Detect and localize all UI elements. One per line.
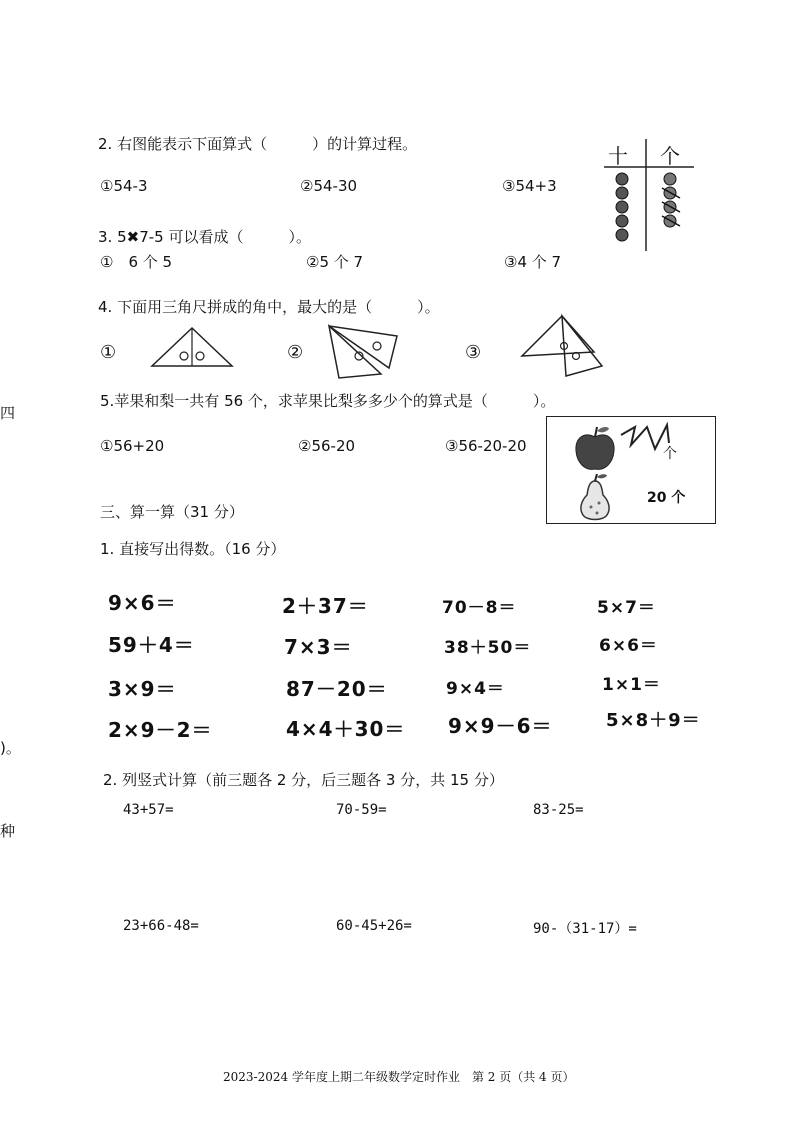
vertical-problem: 70-59= <box>336 802 387 818</box>
tens-bead <box>616 229 628 241</box>
oral-problem: 59＋4＝ <box>108 633 195 657</box>
oral-problem: 2×9－2＝ <box>108 718 213 742</box>
question-5-stem: 5.苹果和梨一共有 56 个，求苹果比梨多多少个的算式是（ ）。 <box>100 392 556 410</box>
part-2-title: 2. 列竖式计算（前三题各 2 分，后三题各 3 分，共 15 分） <box>103 771 504 789</box>
ones-bead <box>664 173 676 185</box>
tens-bead <box>616 201 628 213</box>
abacus-figure <box>600 135 700 255</box>
oral-problem: 7×3＝ <box>284 635 353 659</box>
apple-count-label: 个 <box>663 446 677 462</box>
vertical-problem: 60-45+26= <box>336 918 412 934</box>
oral-problem: 9×4＝ <box>446 679 505 699</box>
question-2-option-1[interactable]: ①54-3 <box>100 177 148 195</box>
question-3-option-3[interactable]: ③4 个 7 <box>504 253 562 271</box>
edge-fragment: 种 <box>0 822 16 840</box>
section-3-title: 三、算一算（31 分） <box>100 503 244 521</box>
edge-fragment: 四 <box>0 404 16 422</box>
oral-problem: 9×6＝ <box>108 591 177 615</box>
question-3-stem: 3. 5✖7-5 可以看成（ ）。 <box>98 228 311 246</box>
question-4-option-2[interactable]: ② <box>287 342 304 363</box>
abacus-tens-header: 十 <box>608 144 628 168</box>
question-3-option-1[interactable]: ① 6 个 5 <box>100 253 173 271</box>
pear-icon <box>575 473 615 523</box>
abacus-ones-beads <box>662 173 680 227</box>
tens-bead <box>616 187 628 199</box>
oral-problem: 6×6＝ <box>599 636 658 656</box>
question-5-option-2[interactable]: ②56-20 <box>298 437 356 455</box>
vertical-problem: 43+57= <box>123 802 174 818</box>
oral-problem: 4×4＋30＝ <box>286 717 406 741</box>
page-footer: 2023-2024 学年度上期二年级数学定时作业 第 2 页（共 4 页） <box>223 1070 575 1084</box>
vertical-problem: 23+66-48= <box>123 918 199 934</box>
question-3-option-2[interactable]: ②5 个 7 <box>306 253 364 271</box>
question-2-stem: 2. 右图能表示下面算式（ ）的计算过程。 <box>98 135 418 153</box>
oral-problem: 38＋50＝ <box>444 638 532 658</box>
oral-problem: 5×8＋9＝ <box>606 710 701 731</box>
question-4-option-3[interactable]: ③ <box>465 342 482 363</box>
abacus-ones-header: 个 <box>660 144 680 168</box>
oral-problem: 87－20＝ <box>286 677 388 701</box>
question-4-option-1[interactable]: ① <box>100 342 117 363</box>
question-5-option-1[interactable]: ①56+20 <box>100 437 165 455</box>
question-2-option-3[interactable]: ③54+3 <box>502 177 557 195</box>
oral-problem: 1×1＝ <box>602 675 661 695</box>
edge-fragment: )。 <box>0 739 21 757</box>
question-2-option-2[interactable]: ②54-30 <box>300 177 358 195</box>
triangle-ruler-figure-2 <box>325 322 405 382</box>
tens-bead <box>616 173 628 185</box>
vertical-problem: 90-（31-17）= <box>533 921 637 937</box>
question-4-stem: 4. 下面用三角尺拼成的角中，最大的是（ ）。 <box>98 298 440 316</box>
pear-count-label: 20 个 <box>647 490 686 506</box>
oral-problem: 2＋37＝ <box>282 594 369 618</box>
part-1-title: 1. 直接写出得数。（16 分） <box>100 540 286 558</box>
oral-problem: 70－8＝ <box>442 598 517 618</box>
oral-problem: 5×7＝ <box>597 598 656 618</box>
triangle-ruler-figure-1 <box>148 322 238 372</box>
vertical-problem: 83-25= <box>533 802 584 818</box>
oral-problem: 3×9＝ <box>108 677 177 701</box>
oral-problem: 9×9－6＝ <box>448 714 553 738</box>
question-5-option-3[interactable]: ③56-20-20 <box>445 437 527 455</box>
fruit-figure-box <box>546 416 716 524</box>
tens-bead <box>616 215 628 227</box>
abacus-tens-beads <box>616 173 628 241</box>
apple-icon <box>573 425 617 473</box>
triangle-ruler-figure-3 <box>518 312 613 382</box>
